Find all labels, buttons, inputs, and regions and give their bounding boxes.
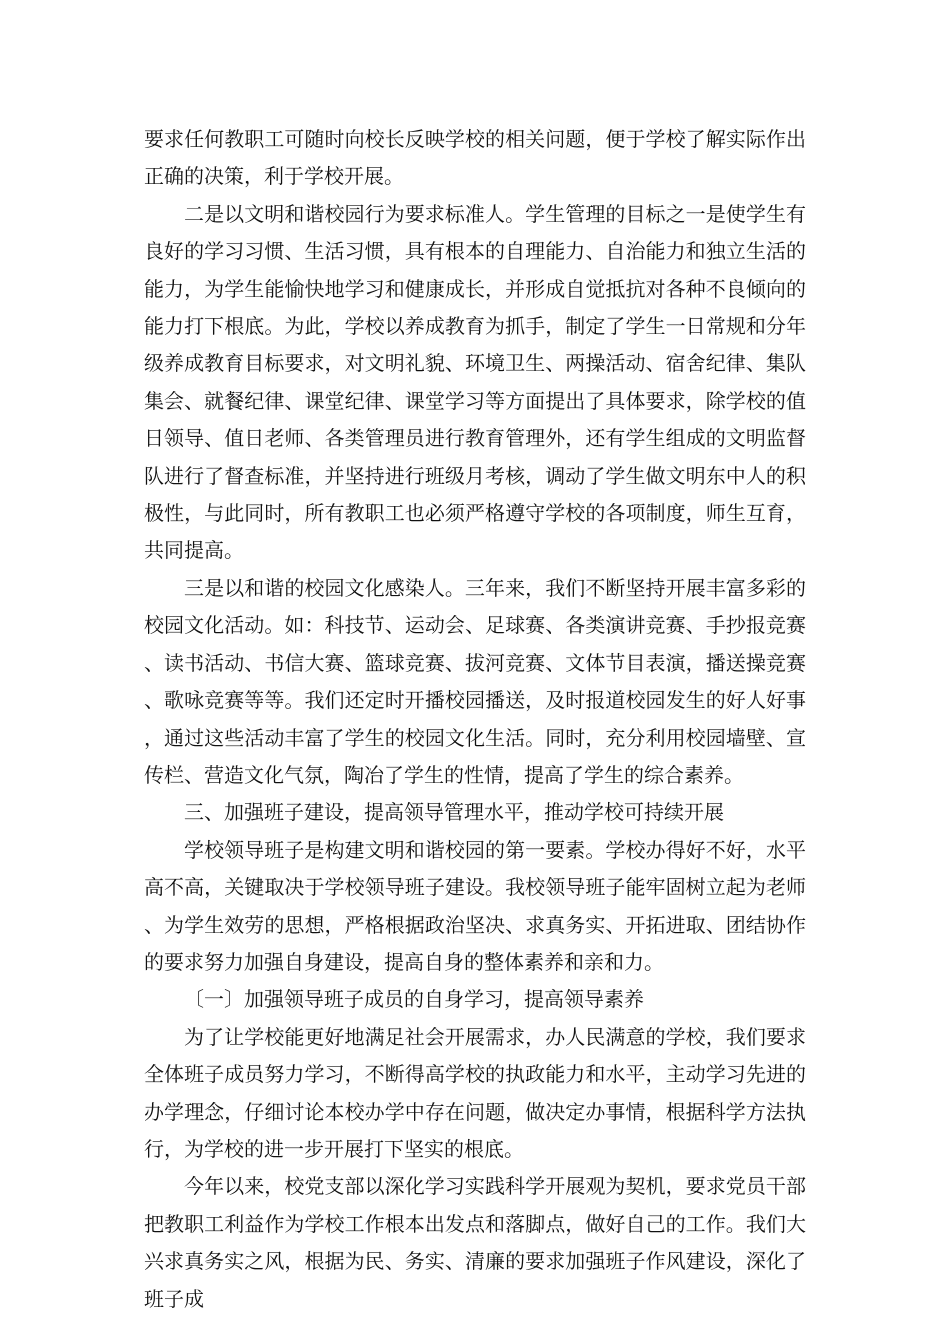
section-heading-3: 三、加强班子建设，提高领导管理水平，推动学校可持续开展 (184, 800, 724, 825)
paragraph-7: 为了让学校能更好地满足社会开展需求，办人民满意的学校，我们要求全体班子成员努力学习，不断得高学校的执政能力和水平，主动学习先进的办学理念，仔细讨论本校办学中存在问题，做决定办事情，根据科学方法执行，为学校的进一步开展打下坚实的根底。 (144, 1024, 806, 1161)
document-body (144, 121, 806, 1318)
paragraph-8: 今年以来，校党支部以深化学习实践科学开展观为契机，要求党员干部把教职工利益作为学校工作根本出发点和落脚点，做好自己的工作。我们大兴求真务实之风，根据为民、务实、清廉的要求加强班子作风建设，深化了班子成 (144, 1174, 806, 1311)
paragraph-3: 三是以和谐的校园文化感染人。三年来，我们不断坚持开展丰富多彩的校园文化活动。如：科技节、运动会、足球赛、各类演讲竞赛、手抄报竞赛、读书活动、书信大赛、篮球竞赛、拔河竞赛、文体节目表演，播送操竞赛、歌咏竞赛等等。我们还定时开播校园播送，及时报道校园发生的好人好事，通过这些活动丰富了学生的校园文化生活。同时，充分利用校园墙壁、宣传栏、营造文化气氛，陶冶了学生的性情，提高了学生的综合素养。 (144, 575, 806, 787)
paragraph-1: 要求任何教职工可随时向校长反映学校的相关问题，便于学校了解实际作出正确的决策，利于学校开展。 (144, 127, 806, 189)
subsection-heading-1: 〔一〕加强领导班子成员的自身学习，提高领导素养 (184, 987, 644, 1012)
paragraph-2: 二是以文明和谐校园行为要求标准人。学生管理的目标之一是使学生有良好的学习习惯、生活习惯，具有根本的自理能力、自治能力和独立生活的能力，为学生能愉快地学习和健康成长，并形成自觉抵抗对各种不良倾向的能力打下根底。为此，学校以养成教育为抓手，制定了学生一日常规和分年级养成教育目标要求，对文明礼貌、环境卫生、两操活动、宿舍纪律、集队集会、就餐纪律、课堂纪律、课堂学习等方面提出了具体要求，除学校的值日领导、值日老师、各类管理员进行教育管理外，还有学生组成的文明监督队进行了督查标准，并坚持进行班级月考核，调动了学生做文明东中人的积极性，与此同时，所有教职工也必须严格遵守学校的各项制度，师生互育，共同提高。 (144, 201, 806, 563)
paragraph-5: 学校领导班子是构建文明和谐校园的第一要素。学校办得好不好，水平高不高，关键取决于学校领导班子建设。我校领导班子能牢固树立起为老师、为学生效劳的思想，严格根据政治坚决、求真务实、开拓进取、团结协作的要求努力加强自身建设，提高自身的整体素养和亲和力。 (144, 837, 806, 974)
